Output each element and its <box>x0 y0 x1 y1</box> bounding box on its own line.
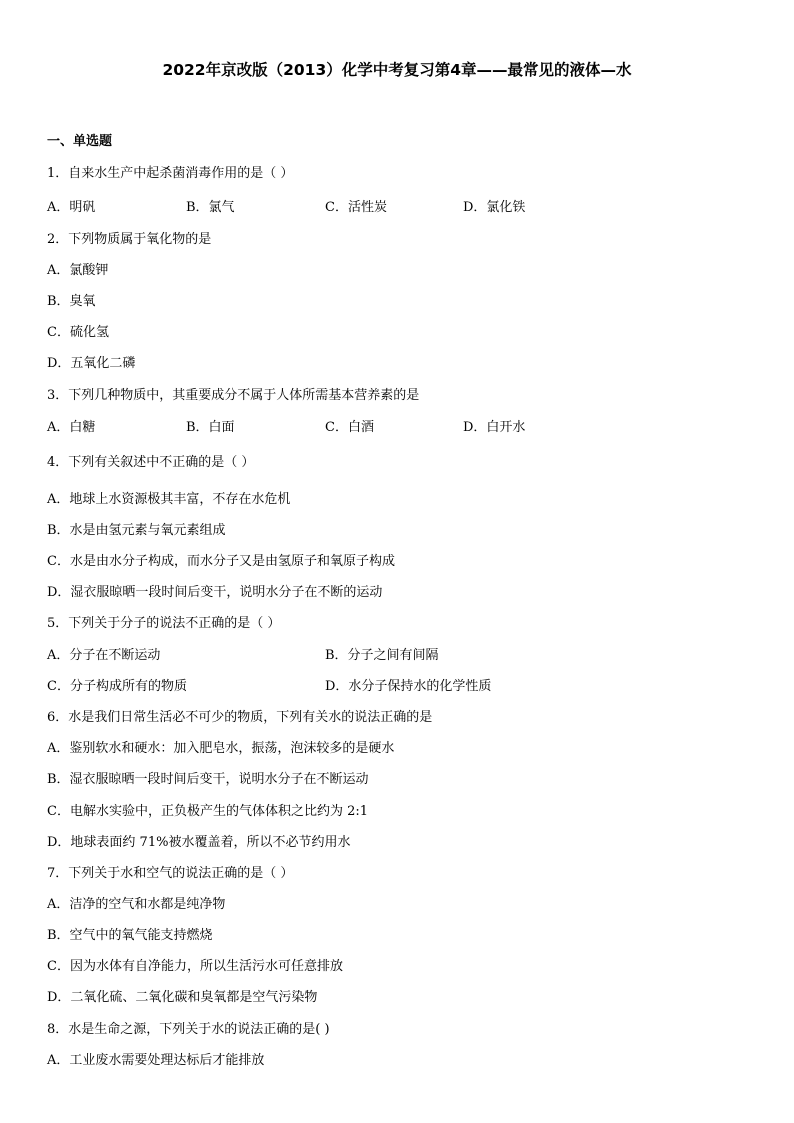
question-4-option-c: C．水是由水分子构成，而水分子又是由氢原子和氧原子构成 <box>47 554 395 569</box>
question-3-option-c: C．白酒 <box>325 420 374 435</box>
question-4-option-a: A．地球上水资源极其丰富，不存在水危机 <box>47 492 291 507</box>
question-7-option-d: D．二氧化硫、二氧化碳和臭氧都是空气污染物 <box>47 990 318 1005</box>
question-6-option-d: D．地球表面约 71%被水覆盖着，所以不必节约用水 <box>47 835 351 850</box>
question-7-option-a: A．洁净的空气和水都是纯净物 <box>47 897 226 912</box>
question-3-option-d: D．白开水 <box>463 420 526 435</box>
question-5-stem: 5．下列关于分子的说法不正确的是（ ） <box>47 616 281 631</box>
question-3-stem: 3．下列几种物质中，其重要成分不属于人体所需基本营养素的是 <box>47 388 420 403</box>
question-1-option-d: D．氯化铁 <box>463 200 526 215</box>
question-8-stem: 8．水是生命之源，下列关于水的说法正确的是( ) <box>47 1022 330 1037</box>
question-7-option-b: B．空气中的氧气能支持燃烧 <box>47 928 213 943</box>
question-6-option-a: A．鉴别软水和硬水：加入肥皂水，振荡，泡沫较多的是硬水 <box>47 741 395 756</box>
question-2-option-b: B．臭氧 <box>47 294 96 309</box>
question-3-option-a: A．白糖 <box>47 420 96 435</box>
question-8-option-a: A．工业废水需要处理达标后才能排放 <box>47 1053 265 1068</box>
question-6-option-c: C．电解水实验中，正负极产生的气体体积之比约为 2:1 <box>47 804 369 819</box>
question-1-stem: 1．自来水生产中起杀菌消毒作用的是（ ） <box>47 166 294 181</box>
question-1-option-c: C．活性炭 <box>325 200 387 215</box>
question-1-option-b: B．氯气 <box>186 200 235 215</box>
question-1-option-a: A．明矾 <box>47 200 96 215</box>
section-heading: 一、单选题 <box>47 134 113 149</box>
question-2-option-a: A．氯酸钾 <box>47 263 109 278</box>
question-5-option-d: D．水分子保持水的化学性质 <box>325 679 492 694</box>
question-6-stem: 6．水是我们日常生活必不可少的物质，下列有关水的说法正确的是 <box>47 710 433 725</box>
question-4-option-d: D．湿衣服晾晒一段时间后变干，说明水分子在不断的运动 <box>47 585 383 600</box>
question-4-option-b: B．水是由氢元素与氧元素组成 <box>47 523 226 538</box>
question-7-option-c: C．因为水体有自净能力，所以生活污水可任意排放 <box>47 959 343 974</box>
question-6-option-b: B．湿衣服晾晒一段时间后变干，说明水分子在不断运动 <box>47 772 369 787</box>
question-2-option-c: C．硫化氢 <box>47 325 109 340</box>
question-2-stem: 2．下列物质属于氧化物的是 <box>47 232 212 247</box>
question-3-option-b: B．白面 <box>186 420 235 435</box>
question-7-stem: 7．下列关于水和空气的说法正确的是（ ） <box>47 866 294 881</box>
question-5-option-b: B．分子之间有间隔 <box>325 648 439 663</box>
question-4-stem: 4．下列有关叙述中不正确的是（ ） <box>47 455 255 470</box>
question-5-option-a: A．分子在不断运动 <box>47 648 161 663</box>
question-2-option-d: D．五氧化二磷 <box>47 356 136 371</box>
page-title: 2022年京改版（2013）化学中考复习第4章——最常见的液体—水 <box>162 61 632 79</box>
question-5-option-c: C．分子构成所有的物质 <box>47 679 187 694</box>
